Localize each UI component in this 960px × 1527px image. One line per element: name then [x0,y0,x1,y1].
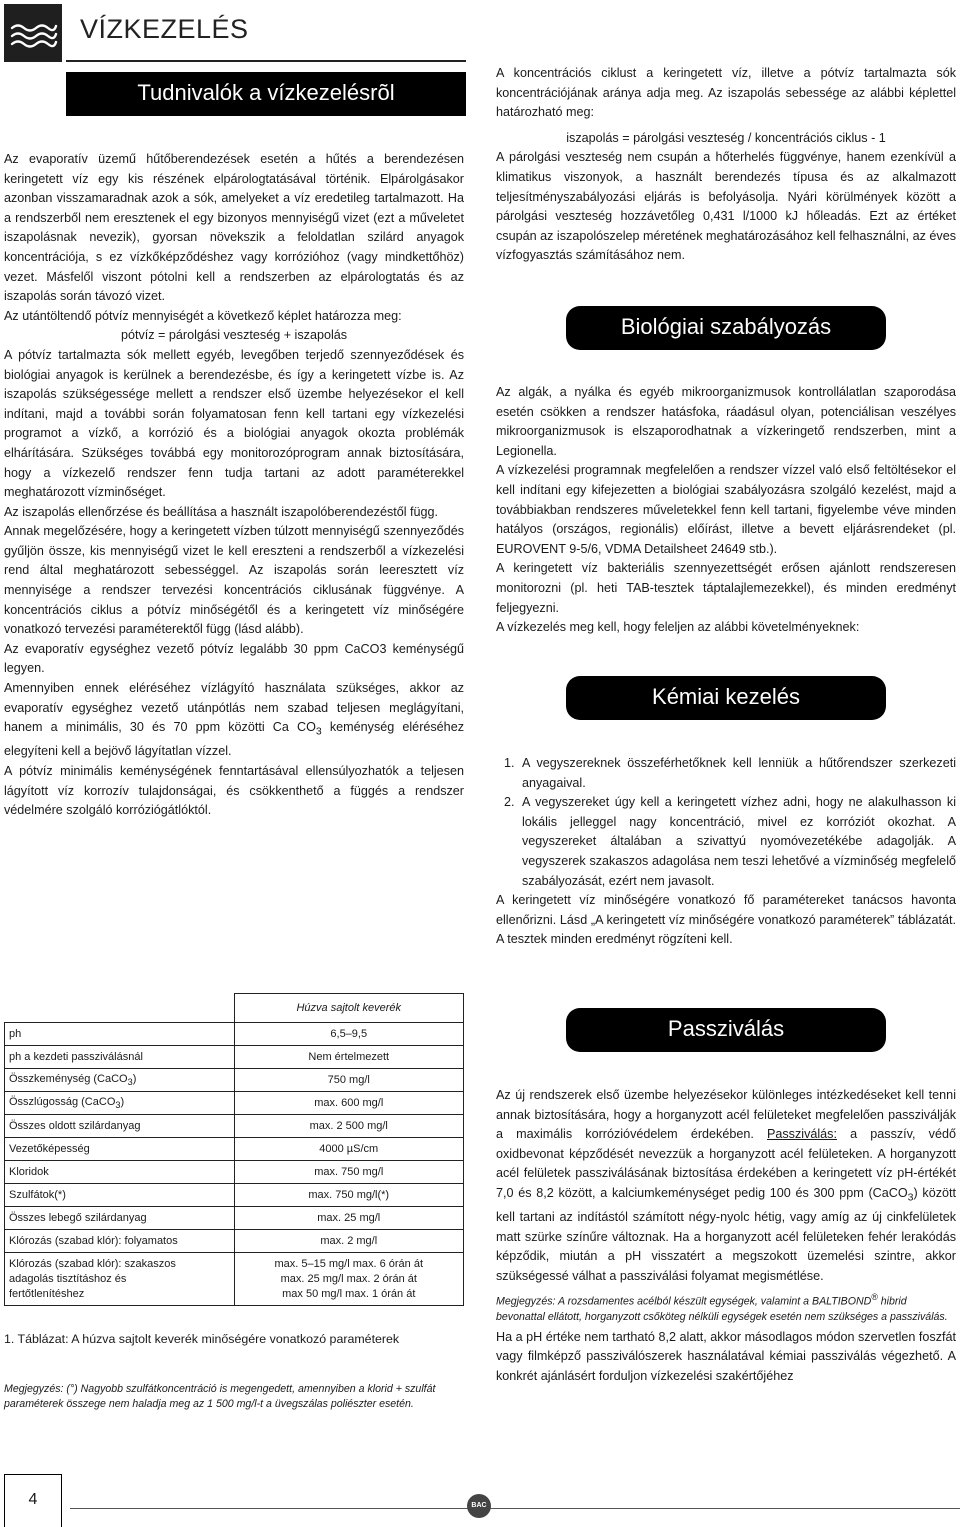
paragraph: A párolgási veszteség nem csupán a hőterhelés függvénye, hanem ezenkívül a klimatikus viszonyok, a használt berendezés típusa és az alkalmazott teljesítményszabályozási eljárás is befolyásolja. Nyári körülmények között a párolgási veszteség hozzávetőleg 0,431 l/1000 kJ hőleadás. Ezt az értéket csupán az iszapolószelep méretének meghatározásához kell felhasználni, az éves vízfogyasztás számításához nem. [496,150,956,263]
row-value [234,1253,464,1306]
footer-rule [70,1508,960,1509]
table-row [5,1161,464,1184]
row-value: max. 600 mg/l [234,1092,464,1115]
table-header-row [5,994,464,1023]
paragraph: A pótvíz tartalmazta sók mellett egyéb, levegőben terjedő szennyeződések és biológiai anyagok is kerülnek a berendezésbe, és így a keringetett vízbe is. Az iszapolás szükségessége mellett a rendszer első üzembe helyezésekor el kell indítani, majd a további során folyamatosan fenn kell tartani egy vízkezelési programot a vízkő, a korrózió és a biológiai anyagok okozta problémák elhárítására. Szükséges továbbá egy monitorozóprogram annak biztosítására, hogy a vízkezelő rendszer fenn tudja tartani az adott paraméterekkel meghatározott vízminőséget. [4,347,464,500]
text-run: ) között kell tartani az indítástól számított négy-nyolc hétig, vagy amíg az új cinkfelületek matt szürke színűre változnak. Ha a horganyzott acél felületeken fehér lerakódás képződik, miután a pH visszatért a megszokott üzemelési szintre, akkor szükségessé válhat a passziválási folyamat megismétlése. [496,1185,957,1283]
bac-logo: BAC [467,1494,491,1518]
table-corner [5,994,235,1023]
row-label: Összes oldott szilárdanyag [5,1115,235,1138]
page-title: VÍZKEZELÉS [80,14,249,44]
row-value: max. 750 mg/l(*) [234,1184,464,1207]
paragraph: Ha a pH értéke nem tartható 8,2 alatt, akkor másodlagos módon szervetlen foszfát vagy filmképző passziválószerek használatával kémiai passziválás végezhető. A konkrét ajánlásért forduljon vízkezelési szakértőjéhez [496,1329,956,1383]
row-value: Nem értelmezett [234,1046,464,1069]
text-line: max. 5–15 mg/l max. 6 órán át [274,1257,424,1270]
row-label: Vezetőképesség [5,1138,235,1161]
chemical-text [496,754,956,950]
row-value: max. 2 mg/l [234,1230,464,1253]
section-banner-water-treatment: Tudnivalók a vízkezelésrõl [66,72,466,116]
table-row [5,1253,464,1306]
text-run: Összlúgosság (CaCO [9,1095,116,1108]
text-line: adagolás tisztításhoz és [9,1272,127,1285]
text-run: a passzív, védő oxidbevonat képződését nevezzük a horganyzott acél felületeken. A horganyzott acél felületek passziválásának biztosítása érdekében a keringetett víz pH-értékét 7,0 és 8,2 között, a kalciumkeménységet pedig 100 és 300 ppm (CaCO [496,1127,956,1200]
text-line: max 50 mg/l max. 1 órán át [282,1287,416,1300]
row-label: ph [5,1023,235,1046]
text-run: Az új rendszerek első üzembe helyezésekor különleges intézkedéseket kell tenni annak biztosítására, hogy a horganyzott acél felületeket megfelelően passziválják a maximális korrózióvédelem érdekében. [496,1088,956,1142]
water-quality-table [4,993,464,1306]
table-row [5,1138,464,1161]
row-value: max. 750 mg/l [234,1161,464,1184]
registered-mark: ® [871,1292,878,1303]
row-label [5,1253,235,1306]
paragraph: Az evaporatív üzemű hűtőberendezések esetén a hűtés a berendezésen keringetett víz egy kis részének elpárologtatásával történik. Elpárolgásakor azonban visszamaradnak azok a sók, amelyeket a víz eredetileg tartalmazott. Ha a rendszerből nem eresztenek el egy bizonyos mennyiségű vizet (ezt a műveletet iszapolásnak nevezik), gyorsan növekszik a feloldatlan szilárd anyagok koncentrációja, s ez vízkőképződéshez vagy korrózióhoz (vagy mindkettőhöz) vezet. Másfelől viszont pótolni kell a rendszerben az elpárologtatás és az iszapolás során távozó vizet. [4,152,464,304]
row-label: Klórozás (szabad klór): folyamatos [5,1230,235,1253]
row-label [5,1092,235,1115]
list-item: 2. A vegyszereket úgy kell a keringetett vízhez adni, hogy ne alakulhasson ki lokális jelleggel nagy koncentráció, mivel ez korróziót okozhat. A vegyszereket általában a szivattyú nyomóvezetékébe adagolják. A vegyszerek szakaszos adagolása nem teszi lehetővé a vízminőség megfelelő szabályozását, ezért nem javasolt. [518,793,956,891]
row-label: Szulfátok(*) [5,1184,235,1207]
passivation-text [496,1086,956,1387]
text-run: keménység eléréséhez elegyíteni kell a bejövő lágyítatlan vízzel. [4,720,464,759]
row-value: 6,5–9,5 [234,1023,464,1046]
waves-icon [4,4,62,62]
chemical-list [496,754,956,891]
table-row [5,1115,464,1138]
section-banner-biological: Biológiai szabályozás [566,306,886,350]
table-row [5,1092,464,1115]
row-value: 4000 µS/cm [234,1138,464,1161]
text-run: ) [132,1072,137,1085]
subscript: 3 [907,1191,914,1204]
list-item: 1. A vegyszereknek összeférhetőknek kell lenniük a hűtőrendszer szerkezeti anyagaival. [518,754,956,793]
table-row [5,1184,464,1207]
paragraph: A pótvíz minimális keménységének fenntartásával ellensúlyozhatók a teljesen lágyított víz korrozív tulajdonságai, és csökkenthető a függés a rendszer védelmére szolgáló korróziógátlóktól. [4,763,464,818]
title-rule [66,60,466,62]
passivation-note [496,1290,956,1325]
text-line: fertőtlenítéshez [9,1287,85,1300]
term: Passziválás: [766,1127,837,1142]
paragraph: Az evaporatív egységhez vezető pótvíz legalább 30 ppm CaCO3 keménységű legyen. [4,641,464,676]
table-row [5,1023,464,1046]
paragraph [496,1086,956,1286]
row-label [5,1069,235,1092]
section-banner-passivation: Passziválás [566,1008,886,1052]
table-row [5,1069,464,1092]
text-run: Megjegyzés: A rozsdamentes acélból készült egységek, valamint a BALTIBOND [496,1295,872,1308]
row-label: Összes lebegő szilárdanyag [5,1207,235,1230]
table-row [5,1046,464,1069]
text-line: max. 25 mg/l max. 2 órán át [280,1272,417,1285]
subscript: 3 [315,725,322,738]
paragraph: A vízkezelés meg kell, hogy feleljen az alábbi követelményeknek: [496,620,860,635]
section-banner-chemical: Kémiai kezelés [566,676,886,720]
row-label: Kloridok [5,1161,235,1184]
paragraph: Az algák, a nyálka és egyéb mikroorganizmusok kontrollálatlan szaporodása esetén csökken a rendszer hatásfoka, ráadásul olyan, potenciálisan veszélyes mikroorganizmusok is elszaporodhatnak a vízkeringető rendszerben, mint a Legionella. [496,385,956,458]
paragraph: A koncentrációs ciklust a keringetett víz, illetve a pótvíz tartalmazta sók koncentrációjának aránya adja meg. Az iszapolás sebessége az alábbi képlettel határozható meg: [496,66,956,120]
table-note: Megjegyzés: (°) Nagyobb szulfátkoncentráció is megengedett, amennyiben a klorid + szulfát paraméterek összege nem haladja meg az 1 500 mg/l-t a üvegszálas poliészter esetén. [4,1383,436,1411]
table-caption: 1. Táblázat: A húzva sajtolt keverék minőségére vonatkozó paraméterek [4,1332,400,1346]
paragraph: A keringetett víz bakteriális szennyezettségét erősen ajánlott rendszeresen monitorozni (pl. heti TAB-tesztek táptalajlemezekkel), és minden eredményt feljegyezni. [496,561,956,615]
right-column-intro [496,64,956,266]
text-run: Összkeménység (CaCO [9,1072,128,1085]
row-value: 750 mg/l [234,1069,464,1092]
table-row [5,1230,464,1253]
text-run: Amennyiben ennek eléréséhez vízlágyító használata szükséges, akkor az evaporatív egységhez vezető utánpótlás nem szabad teljesen meglágyítani, hanem a minimális, 30 és 70 ppm közötti Ca CO [4,681,464,735]
page-number: 4 [4,1474,62,1527]
table-row [5,1207,464,1230]
paragraph: Annak megelőzésére, hogy a keringetett vízben túlzott mennyiségű szennyeződés gyűljön össze, kis mennyiségű vizet le kell ereszteni a rendszerből a vízkezelési rend által meghatározott sebességgel. Az iszapolás során leeresztett víz mennyisége a rendszer tervezési koncentrációs ciklusának függvénye. A koncentrációs ciklus a pótvíz minőségétől és a keringetett víz minőségére vonatkozó tervezési paraméterektől függ (lásd alább). [4,524,464,637]
row-value: max. 2 500 mg/l [234,1115,464,1138]
paragraph [4,679,464,762]
paragraph: Az utántöltendő pótvíz mennyiségét a következő képlet határozza meg: [4,308,402,323]
text-line: Klórozás (szabad klór): szakaszos [9,1257,176,1270]
subscript: 3 [127,1077,133,1088]
bleed-formula: iszapolás = párolgási veszteség / koncentrációs ciklus - 1 [566,130,886,145]
paragraph: A keringetett víz minőségére vonatkozó fő paramétereket tanácsos havonta ellenőrizni. Lásd „A keringetett víz minőségére vonatkozó paraméterek” táblázatát. A tesztek minden eredményt rögzíteni kell. [496,893,956,947]
row-value: max. 25 mg/l [234,1207,464,1230]
table-column-header: Húzva sajtolt keverék [234,994,464,1023]
left-column-text [4,150,464,821]
makeup-formula: pótvíz = párolgási veszteség + iszapolás [120,328,348,343]
paragraph: Az iszapolás ellenőrzése és beállítása a használt iszapolóberendezéstől függ. [4,504,439,519]
paragraph: A vízkezelési programnak megfelelően a rendszer vízzel való első feltöltésekor el kell indítani egy kifejezetten a biológiai szabályozásra szolgáló kezelést, majd a továbbiakban rendszeres műveletekkel fenn kell tartani, figyelembe véve minden hatályos (országos, regionális) előírást, illetve a bevett eljárásrendeket (pl. EUROVENT 9-5/6, VDMA Detailsheet 24649 stb.). [496,463,956,556]
row-label: ph a kezdeti passziválásnál [5,1046,235,1069]
biological-text [496,383,956,638]
subscript: 3 [115,1100,121,1111]
text-run: ) [120,1095,125,1108]
text-run: hibrid bevonattal ellátott, horganyzott csőköteg nélküli egységek esetén nem szükséges a passziválás. [496,1295,948,1324]
